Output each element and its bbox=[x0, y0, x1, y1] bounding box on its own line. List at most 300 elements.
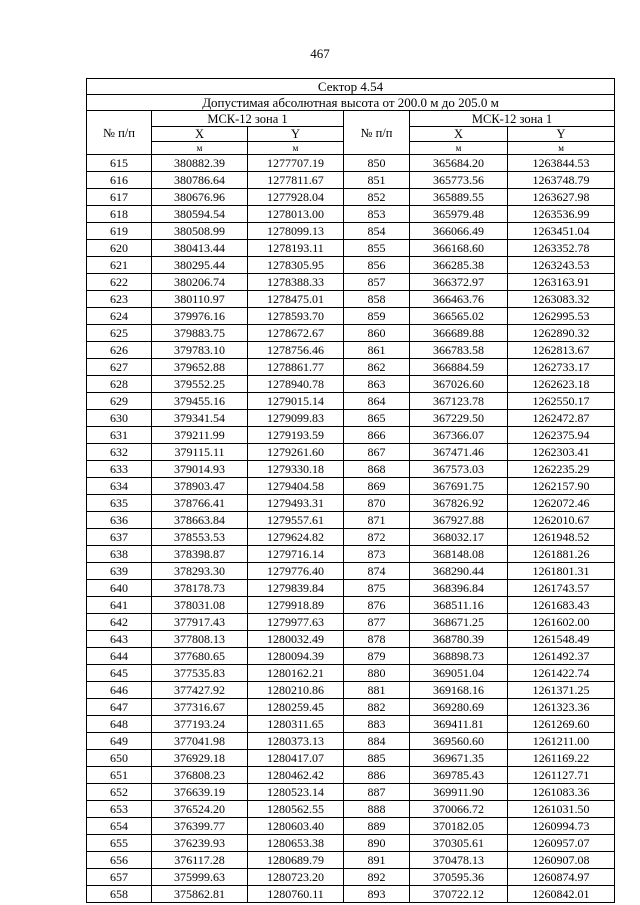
table-row bbox=[87, 869, 615, 886]
y-left: 1280760.11 bbox=[248, 886, 344, 903]
x-left: 375999.63 bbox=[152, 869, 248, 886]
table-row bbox=[87, 308, 615, 325]
y-right: 1263243.53 bbox=[508, 257, 615, 274]
row-num-left: 654 bbox=[87, 818, 152, 835]
y-header-left: Y bbox=[248, 127, 344, 142]
table-row bbox=[87, 597, 615, 614]
table-row bbox=[87, 665, 615, 682]
unit-y-right: м bbox=[508, 142, 615, 155]
y-left: 1278099.13 bbox=[248, 223, 344, 240]
row-num-right: 886 bbox=[344, 767, 410, 784]
table-row bbox=[87, 767, 615, 784]
x-right: 365773.56 bbox=[410, 172, 508, 189]
x-left: 379341.54 bbox=[152, 410, 248, 427]
row-num-left: 646 bbox=[87, 682, 152, 699]
row-num-right: 867 bbox=[344, 444, 410, 461]
table-row bbox=[87, 631, 615, 648]
x-left: 380594.54 bbox=[152, 206, 248, 223]
row-num-left: 636 bbox=[87, 512, 152, 529]
y-left: 1279261.60 bbox=[248, 444, 344, 461]
table-row bbox=[87, 206, 615, 223]
row-num-right: 874 bbox=[344, 563, 410, 580]
x-right: 368780.39 bbox=[410, 631, 508, 648]
y-right: 1262235.29 bbox=[508, 461, 615, 478]
y-left: 1280417.07 bbox=[248, 750, 344, 767]
row-num-right: 884 bbox=[344, 733, 410, 750]
y-header-right: Y bbox=[508, 127, 615, 142]
y-right: 1261211.00 bbox=[508, 733, 615, 750]
y-right: 1263083.32 bbox=[508, 291, 615, 308]
y-right: 1260994.73 bbox=[508, 818, 615, 835]
y-left: 1280653.38 bbox=[248, 835, 344, 852]
num-header-right: № п/п bbox=[344, 111, 410, 155]
table-body bbox=[87, 155, 615, 903]
x-right: 366565.02 bbox=[410, 308, 508, 325]
y-right: 1263627.98 bbox=[508, 189, 615, 206]
y-left: 1279624.82 bbox=[248, 529, 344, 546]
table-row bbox=[87, 801, 615, 818]
x-right: 370595.36 bbox=[410, 869, 508, 886]
x-left: 378031.08 bbox=[152, 597, 248, 614]
x-left: 380110.97 bbox=[152, 291, 248, 308]
y-right: 1263163.91 bbox=[508, 274, 615, 291]
x-right: 369671.35 bbox=[410, 750, 508, 767]
y-right: 1261602.00 bbox=[508, 614, 615, 631]
row-num-right: 879 bbox=[344, 648, 410, 665]
table-row bbox=[87, 410, 615, 427]
y-right: 1261422.74 bbox=[508, 665, 615, 682]
table-row bbox=[87, 240, 615, 257]
y-left: 1279918.89 bbox=[248, 597, 344, 614]
row-num-right: 893 bbox=[344, 886, 410, 903]
y-right: 1260874.97 bbox=[508, 869, 615, 886]
table-row bbox=[87, 852, 615, 869]
x-right: 365979.48 bbox=[410, 206, 508, 223]
table-row bbox=[87, 529, 615, 546]
y-right: 1262472.87 bbox=[508, 410, 615, 427]
row-num-right: 850 bbox=[344, 155, 410, 172]
row-num-right: 851 bbox=[344, 172, 410, 189]
y-right: 1261548.49 bbox=[508, 631, 615, 648]
y-right: 1260842.01 bbox=[508, 886, 615, 903]
unit-x-right: м bbox=[410, 142, 508, 155]
x-left: 376808.23 bbox=[152, 767, 248, 784]
y-left: 1278940.78 bbox=[248, 376, 344, 393]
y-left: 1279977.63 bbox=[248, 614, 344, 631]
zone-header-left: МСК-12 зона 1 bbox=[152, 111, 344, 127]
y-right: 1261371.25 bbox=[508, 682, 615, 699]
y-right: 1260957.07 bbox=[508, 835, 615, 852]
page-number: 467 bbox=[310, 46, 330, 61]
y-left: 1279776.40 bbox=[248, 563, 344, 580]
row-num-left: 637 bbox=[87, 529, 152, 546]
y-left: 1280689.79 bbox=[248, 852, 344, 869]
x-left: 377535.83 bbox=[152, 665, 248, 682]
row-num-left: 635 bbox=[87, 495, 152, 512]
x-left: 379652.88 bbox=[152, 359, 248, 376]
x-left: 379014.93 bbox=[152, 461, 248, 478]
unit-y-left: м bbox=[248, 142, 344, 155]
row-num-right: 880 bbox=[344, 665, 410, 682]
x-left: 380508.99 bbox=[152, 223, 248, 240]
x-left: 379976.16 bbox=[152, 308, 248, 325]
y-left: 1279557.61 bbox=[248, 512, 344, 529]
x-right: 370182.05 bbox=[410, 818, 508, 835]
x-right: 366689.88 bbox=[410, 325, 508, 342]
y-left: 1280562.55 bbox=[248, 801, 344, 818]
x-right: 366168.60 bbox=[410, 240, 508, 257]
table-row bbox=[87, 291, 615, 308]
y-left: 1280723.20 bbox=[248, 869, 344, 886]
y-left: 1279493.31 bbox=[248, 495, 344, 512]
row-num-left: 632 bbox=[87, 444, 152, 461]
x-left: 378766.41 bbox=[152, 495, 248, 512]
x-right: 366463.76 bbox=[410, 291, 508, 308]
table-row bbox=[87, 274, 615, 291]
x-left: 379783.10 bbox=[152, 342, 248, 359]
row-num-right: 888 bbox=[344, 801, 410, 818]
x-left: 376929.18 bbox=[152, 750, 248, 767]
x-right: 367366.07 bbox=[410, 427, 508, 444]
y-right: 1261127.71 bbox=[508, 767, 615, 784]
row-num-left: 641 bbox=[87, 597, 152, 614]
y-left: 1278475.01 bbox=[248, 291, 344, 308]
x-right: 367471.46 bbox=[410, 444, 508, 461]
x-left: 379883.75 bbox=[152, 325, 248, 342]
row-num-right: 852 bbox=[344, 189, 410, 206]
table-row bbox=[87, 699, 615, 716]
table-row bbox=[87, 325, 615, 342]
x-left: 380786.64 bbox=[152, 172, 248, 189]
y-right: 1263844.53 bbox=[508, 155, 615, 172]
y-right: 1261801.31 bbox=[508, 563, 615, 580]
y-left: 1280259.45 bbox=[248, 699, 344, 716]
row-num-right: 856 bbox=[344, 257, 410, 274]
x-right: 368290.44 bbox=[410, 563, 508, 580]
table-row bbox=[87, 784, 615, 801]
row-num-left: 651 bbox=[87, 767, 152, 784]
y-left: 1280373.13 bbox=[248, 733, 344, 750]
x-right: 368396.84 bbox=[410, 580, 508, 597]
table-row bbox=[87, 359, 615, 376]
x-right: 367927.88 bbox=[410, 512, 508, 529]
row-num-left: 618 bbox=[87, 206, 152, 223]
y-right: 1262010.67 bbox=[508, 512, 615, 529]
row-num-left: 650 bbox=[87, 750, 152, 767]
y-left: 1279099.83 bbox=[248, 410, 344, 427]
y-left: 1277811.67 bbox=[248, 172, 344, 189]
row-num-left: 626 bbox=[87, 342, 152, 359]
x-left: 375862.81 bbox=[152, 886, 248, 903]
table-row bbox=[87, 750, 615, 767]
row-num-left: 623 bbox=[87, 291, 152, 308]
y-left: 1278388.33 bbox=[248, 274, 344, 291]
y-left: 1278193.11 bbox=[248, 240, 344, 257]
y-right: 1261269.60 bbox=[508, 716, 615, 733]
row-num-left: 648 bbox=[87, 716, 152, 733]
x-left: 378178.73 bbox=[152, 580, 248, 597]
y-right: 1261031.50 bbox=[508, 801, 615, 818]
x-right: 366285.38 bbox=[410, 257, 508, 274]
table-row bbox=[87, 495, 615, 512]
row-num-left: 625 bbox=[87, 325, 152, 342]
x-right: 369280.69 bbox=[410, 699, 508, 716]
table-row bbox=[87, 172, 615, 189]
y-left: 1280162.21 bbox=[248, 665, 344, 682]
row-num-right: 883 bbox=[344, 716, 410, 733]
table-row bbox=[87, 427, 615, 444]
y-left: 1279330.18 bbox=[248, 461, 344, 478]
x-right: 366783.58 bbox=[410, 342, 508, 359]
row-num-right: 875 bbox=[344, 580, 410, 597]
x-left: 377917.43 bbox=[152, 614, 248, 631]
y-left: 1278305.95 bbox=[248, 257, 344, 274]
y-right: 1262157.90 bbox=[508, 478, 615, 495]
y-left: 1279193.59 bbox=[248, 427, 344, 444]
x-left: 379115.11 bbox=[152, 444, 248, 461]
y-right: 1261743.57 bbox=[508, 580, 615, 597]
x-left: 377041.98 bbox=[152, 733, 248, 750]
x-left: 376639.19 bbox=[152, 784, 248, 801]
x-right: 370066.72 bbox=[410, 801, 508, 818]
row-num-left: 644 bbox=[87, 648, 152, 665]
x-left: 376239.93 bbox=[152, 835, 248, 852]
y-right: 1261169.22 bbox=[508, 750, 615, 767]
x-left: 377808.13 bbox=[152, 631, 248, 648]
y-left: 1280094.39 bbox=[248, 648, 344, 665]
y-left: 1278861.77 bbox=[248, 359, 344, 376]
y-left: 1278593.70 bbox=[248, 308, 344, 325]
y-right: 1261492.37 bbox=[508, 648, 615, 665]
x-right: 369911.90 bbox=[410, 784, 508, 801]
x-right: 365684.20 bbox=[410, 155, 508, 172]
y-right: 1263451.04 bbox=[508, 223, 615, 240]
row-num-right: 869 bbox=[344, 478, 410, 495]
x-right: 370305.61 bbox=[410, 835, 508, 852]
x-left: 379455.16 bbox=[152, 393, 248, 410]
y-left: 1280210.86 bbox=[248, 682, 344, 699]
x-left: 377193.24 bbox=[152, 716, 248, 733]
y-right: 1263748.79 bbox=[508, 172, 615, 189]
x-right: 368898.73 bbox=[410, 648, 508, 665]
table-row bbox=[87, 835, 615, 852]
row-num-left: 629 bbox=[87, 393, 152, 410]
row-num-left: 653 bbox=[87, 801, 152, 818]
row-num-right: 857 bbox=[344, 274, 410, 291]
x-left: 378903.47 bbox=[152, 478, 248, 495]
row-num-left: 649 bbox=[87, 733, 152, 750]
table-row bbox=[87, 444, 615, 461]
row-num-right: 858 bbox=[344, 291, 410, 308]
y-left: 1280523.14 bbox=[248, 784, 344, 801]
x-right: 369560.60 bbox=[410, 733, 508, 750]
row-num-left: 630 bbox=[87, 410, 152, 427]
row-num-left: 634 bbox=[87, 478, 152, 495]
x-right: 368148.08 bbox=[410, 546, 508, 563]
y-left: 1279716.14 bbox=[248, 546, 344, 563]
x-right: 369411.81 bbox=[410, 716, 508, 733]
x-right: 369785.43 bbox=[410, 767, 508, 784]
y-left: 1279404.58 bbox=[248, 478, 344, 495]
table-row bbox=[87, 223, 615, 240]
row-num-left: 615 bbox=[87, 155, 152, 172]
x-left: 378293.30 bbox=[152, 563, 248, 580]
x-left: 377316.67 bbox=[152, 699, 248, 716]
x-left: 376399.77 bbox=[152, 818, 248, 835]
y-right: 1262375.94 bbox=[508, 427, 615, 444]
zone-header-right: МСК-12 зона 1 bbox=[410, 111, 615, 127]
row-num-right: 873 bbox=[344, 546, 410, 563]
x-right: 368671.25 bbox=[410, 614, 508, 631]
x-right: 367826.92 bbox=[410, 495, 508, 512]
x-left: 376524.20 bbox=[152, 801, 248, 818]
row-num-left: 619 bbox=[87, 223, 152, 240]
row-num-left: 622 bbox=[87, 274, 152, 291]
x-right: 367573.03 bbox=[410, 461, 508, 478]
row-num-right: 864 bbox=[344, 393, 410, 410]
x-right: 370478.13 bbox=[410, 852, 508, 869]
table-row bbox=[87, 614, 615, 631]
x-left: 377427.92 bbox=[152, 682, 248, 699]
y-left: 1278672.67 bbox=[248, 325, 344, 342]
row-num-right: 877 bbox=[344, 614, 410, 631]
x-left: 380413.44 bbox=[152, 240, 248, 257]
x-right: 367026.60 bbox=[410, 376, 508, 393]
row-num-right: 872 bbox=[344, 529, 410, 546]
row-num-right: 878 bbox=[344, 631, 410, 648]
row-num-left: 658 bbox=[87, 886, 152, 903]
y-left: 1279015.14 bbox=[248, 393, 344, 410]
y-right: 1260907.08 bbox=[508, 852, 615, 869]
y-right: 1262303.41 bbox=[508, 444, 615, 461]
row-num-left: 656 bbox=[87, 852, 152, 869]
y-right: 1263352.78 bbox=[508, 240, 615, 257]
x-right: 370722.12 bbox=[410, 886, 508, 903]
row-num-right: 855 bbox=[344, 240, 410, 257]
height-note: Допустимая абсолютная высота от 200.0 м до 205.0 м bbox=[87, 95, 615, 111]
row-num-left: 638 bbox=[87, 546, 152, 563]
y-left: 1277928.04 bbox=[248, 189, 344, 206]
table-row bbox=[87, 376, 615, 393]
x-right: 368032.17 bbox=[410, 529, 508, 546]
row-num-left: 652 bbox=[87, 784, 152, 801]
table-row bbox=[87, 189, 615, 206]
row-num-right: 876 bbox=[344, 597, 410, 614]
x-header-right: X bbox=[410, 127, 508, 142]
row-num-left: 631 bbox=[87, 427, 152, 444]
table-row bbox=[87, 563, 615, 580]
y-right: 1261323.36 bbox=[508, 699, 615, 716]
y-right: 1262550.17 bbox=[508, 393, 615, 410]
x-left: 378663.84 bbox=[152, 512, 248, 529]
y-right: 1262995.53 bbox=[508, 308, 615, 325]
table-row bbox=[87, 478, 615, 495]
row-num-left: 647 bbox=[87, 699, 152, 716]
y-right: 1262623.18 bbox=[508, 376, 615, 393]
coordinates-table bbox=[86, 78, 615, 903]
y-right: 1262733.17 bbox=[508, 359, 615, 376]
row-num-right: 892 bbox=[344, 869, 410, 886]
row-num-left: 639 bbox=[87, 563, 152, 580]
y-left: 1279839.84 bbox=[248, 580, 344, 597]
num-header-left: № п/п bbox=[87, 111, 152, 155]
x-left: 380882.39 bbox=[152, 155, 248, 172]
unit-x-left: м bbox=[152, 142, 248, 155]
row-num-right: 885 bbox=[344, 750, 410, 767]
row-num-right: 859 bbox=[344, 308, 410, 325]
row-num-left: 645 bbox=[87, 665, 152, 682]
x-left: 380676.96 bbox=[152, 189, 248, 206]
table-row bbox=[87, 512, 615, 529]
row-num-left: 627 bbox=[87, 359, 152, 376]
x-header-left: X bbox=[152, 127, 248, 142]
row-num-left: 616 bbox=[87, 172, 152, 189]
row-num-left: 642 bbox=[87, 614, 152, 631]
y-left: 1278756.46 bbox=[248, 342, 344, 359]
row-num-right: 853 bbox=[344, 206, 410, 223]
table-row bbox=[87, 716, 615, 733]
row-num-right: 863 bbox=[344, 376, 410, 393]
row-num-right: 866 bbox=[344, 427, 410, 444]
row-num-right: 881 bbox=[344, 682, 410, 699]
x-right: 369051.04 bbox=[410, 665, 508, 682]
row-num-left: 620 bbox=[87, 240, 152, 257]
x-left: 380206.74 bbox=[152, 274, 248, 291]
y-right: 1262890.32 bbox=[508, 325, 615, 342]
x-right: 368511.16 bbox=[410, 597, 508, 614]
row-num-left: 655 bbox=[87, 835, 152, 852]
x-left: 379211.99 bbox=[152, 427, 248, 444]
y-left: 1280032.49 bbox=[248, 631, 344, 648]
y-right: 1262072.46 bbox=[508, 495, 615, 512]
x-left: 377680.65 bbox=[152, 648, 248, 665]
y-left: 1280311.65 bbox=[248, 716, 344, 733]
x-left: 380295.44 bbox=[152, 257, 248, 274]
row-num-left: 643 bbox=[87, 631, 152, 648]
row-num-left: 624 bbox=[87, 308, 152, 325]
row-num-right: 870 bbox=[344, 495, 410, 512]
row-num-left: 628 bbox=[87, 376, 152, 393]
x-right: 367229.50 bbox=[410, 410, 508, 427]
y-right: 1261881.26 bbox=[508, 546, 615, 563]
x-right: 366066.49 bbox=[410, 223, 508, 240]
y-right: 1261683.43 bbox=[508, 597, 615, 614]
y-left: 1280462.42 bbox=[248, 767, 344, 784]
row-num-right: 868 bbox=[344, 461, 410, 478]
y-right: 1261083.36 bbox=[508, 784, 615, 801]
table-row bbox=[87, 461, 615, 478]
x-right: 366372.97 bbox=[410, 274, 508, 291]
y-left: 1277707.19 bbox=[248, 155, 344, 172]
y-right: 1261948.52 bbox=[508, 529, 615, 546]
y-right: 1263536.99 bbox=[508, 206, 615, 223]
table-row bbox=[87, 648, 615, 665]
table-row bbox=[87, 342, 615, 359]
table-row bbox=[87, 682, 615, 699]
row-num-right: 862 bbox=[344, 359, 410, 376]
table-row bbox=[87, 155, 615, 172]
row-num-right: 891 bbox=[344, 852, 410, 869]
table-row bbox=[87, 886, 615, 903]
row-num-left: 633 bbox=[87, 461, 152, 478]
x-left: 379552.25 bbox=[152, 376, 248, 393]
row-num-right: 871 bbox=[344, 512, 410, 529]
sector-title: Сектор 4.54 bbox=[87, 79, 615, 95]
row-num-left: 621 bbox=[87, 257, 152, 274]
x-right: 366884.59 bbox=[410, 359, 508, 376]
y-left: 1278013.00 bbox=[248, 206, 344, 223]
y-right: 1262813.67 bbox=[508, 342, 615, 359]
